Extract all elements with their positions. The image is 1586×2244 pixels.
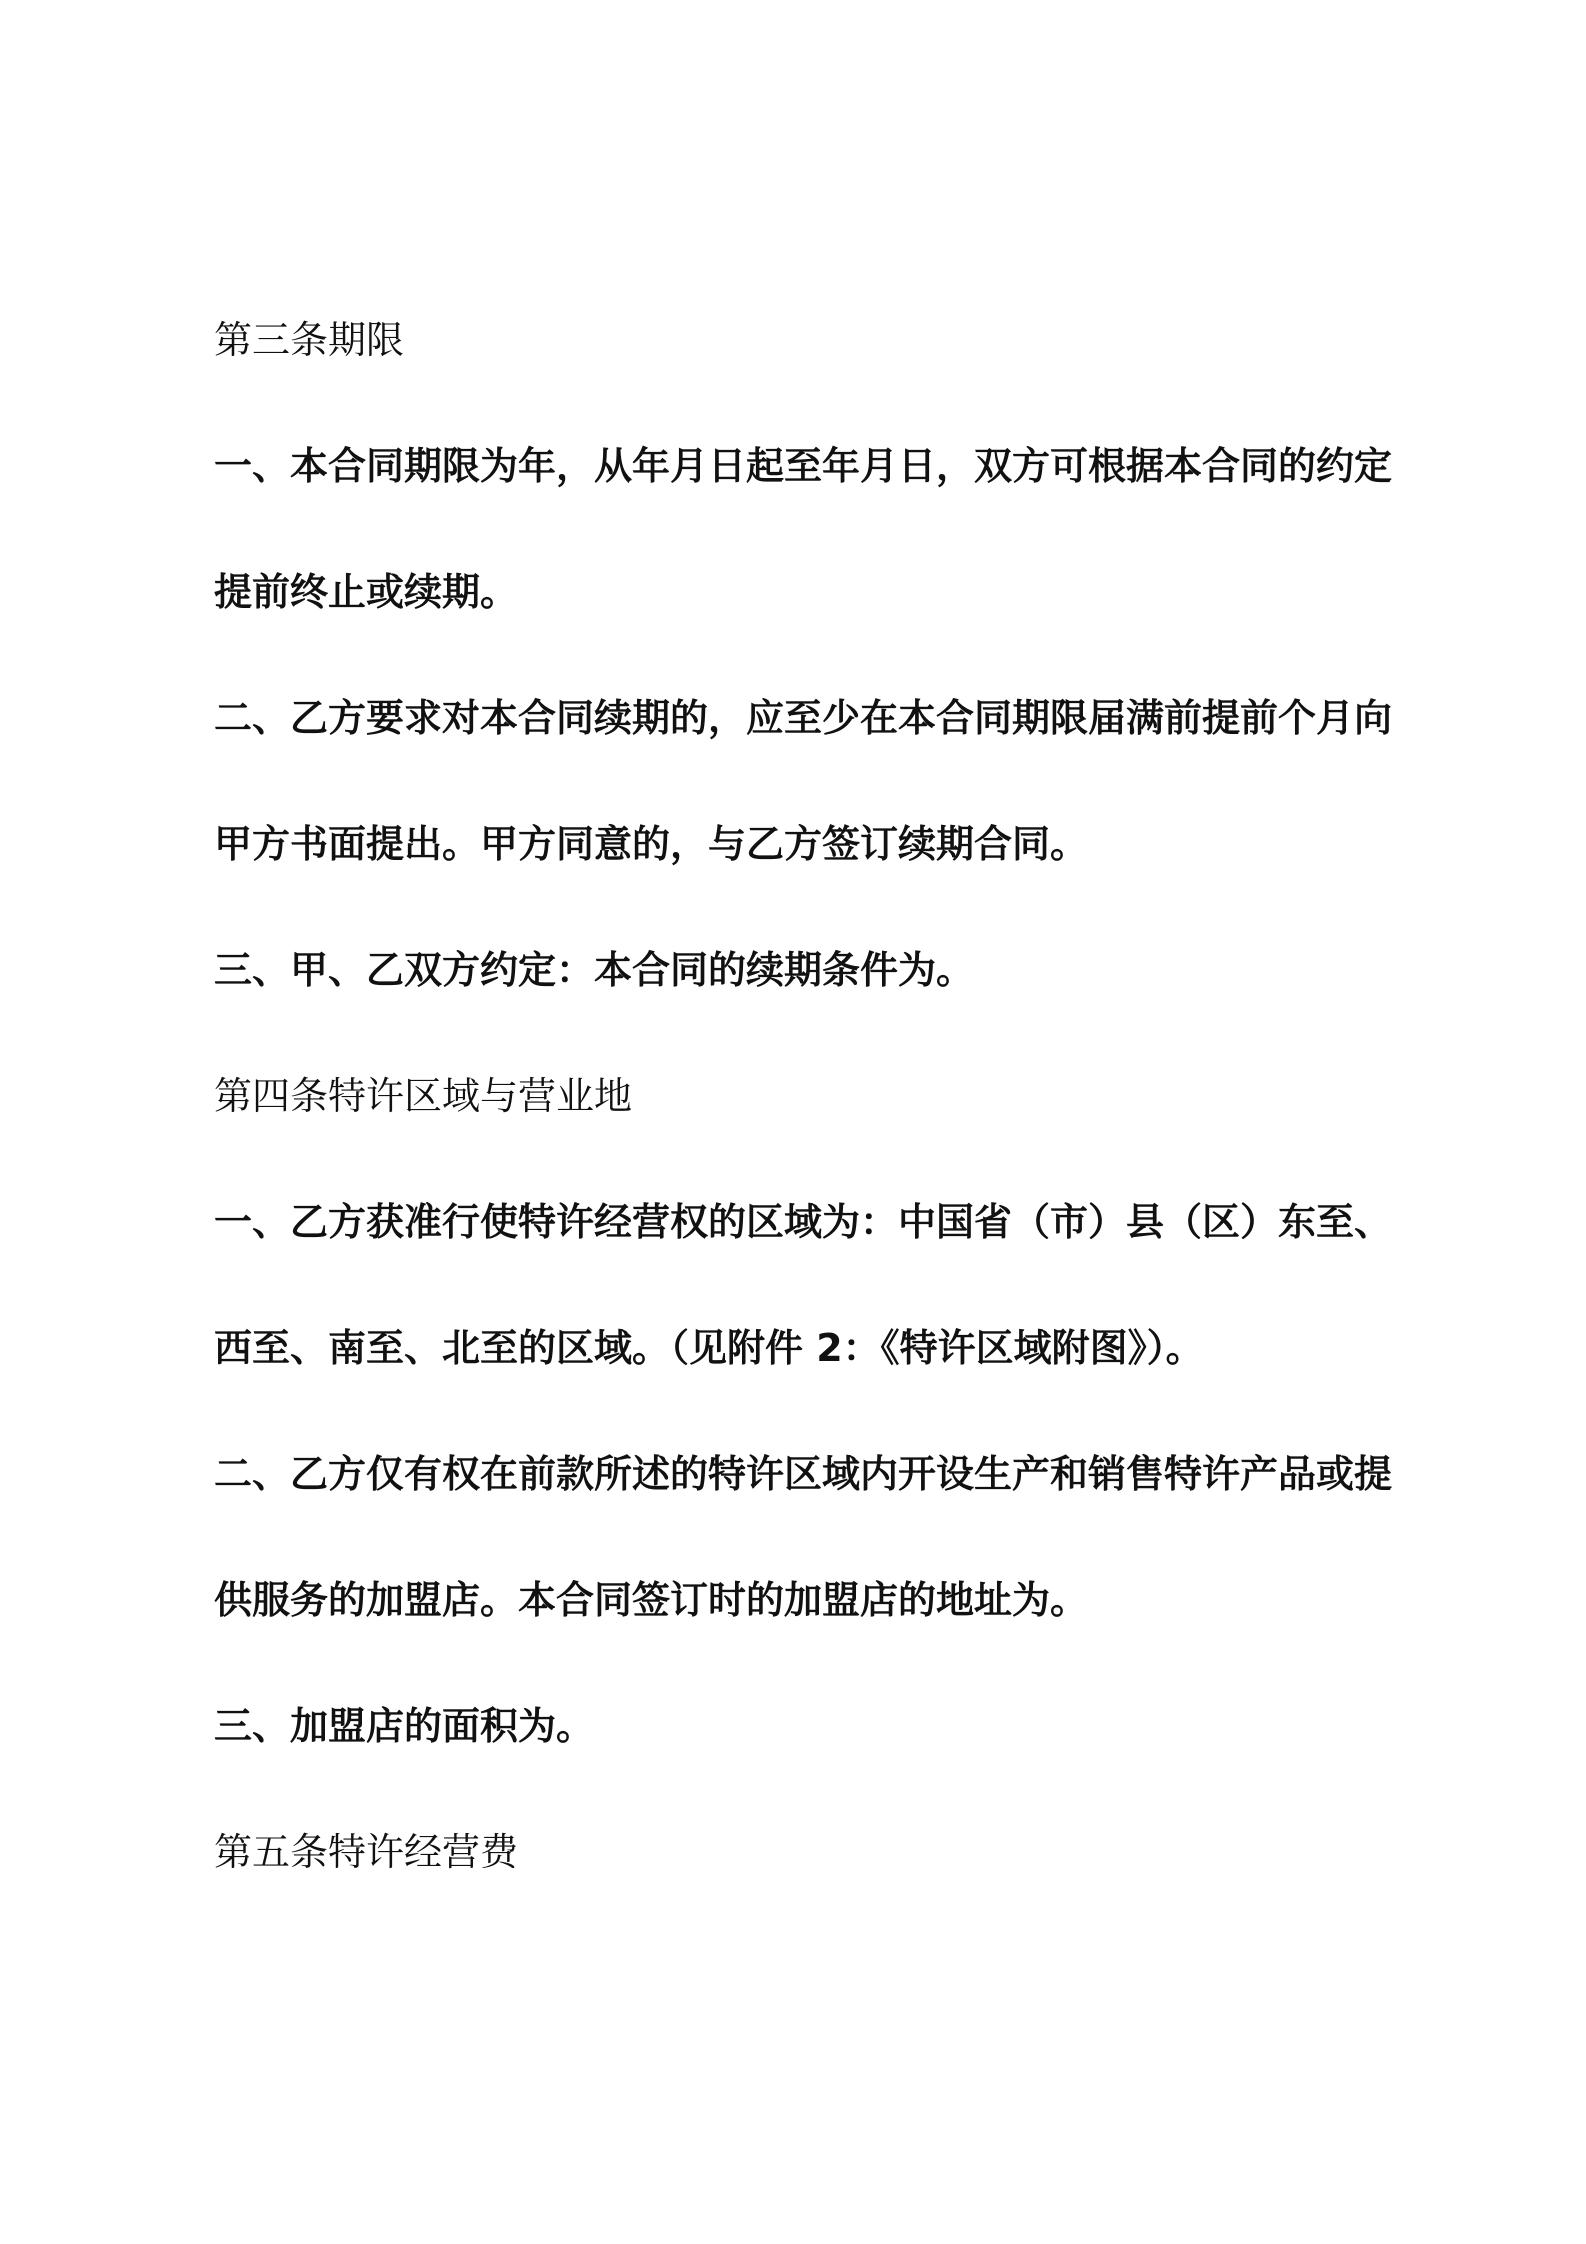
section-heading-article-4: 第四条特许区域与营业地 [214, 1074, 633, 1118]
section-heading-article-5: 第五条特许经营费 [214, 1830, 519, 1874]
paragraph-line: 西至、南至、北至的区域。（见附件 2：《特许区域附图》）。 [214, 1326, 1204, 1370]
paragraph-line: 提前终止或续期。 [214, 570, 519, 614]
paragraph-line: 二、乙方仅有权在前款所述的特许区域内开设生产和销售特许产品或提 [214, 1452, 1393, 1496]
paragraph-line: 一、本合同期限为年，从年月日起至年月日，双方可根据本合同的约定 [214, 444, 1393, 488]
paragraph-line: 二、乙方要求对本合同续期的，应至少在本合同期限届满前提前个月向 [214, 696, 1393, 740]
section-heading-article-3: 第三条期限 [214, 318, 405, 362]
paragraph-line: 一、乙方获准行使特许经营权的区域为：中国省（市）县（区）东至、 [214, 1200, 1393, 1244]
paragraph-line: 供服务的加盟店。本合同签订时的加盟店的地址为。 [214, 1578, 1089, 1622]
paragraph-line: 三、甲、乙双方约定：本合同的续期条件为。 [214, 948, 975, 992]
paragraph-line: 甲方书面提出。甲方同意的，与乙方签订续期合同。 [214, 822, 1089, 866]
paragraph-line: 三、加盟店的面积为。 [214, 1704, 595, 1748]
